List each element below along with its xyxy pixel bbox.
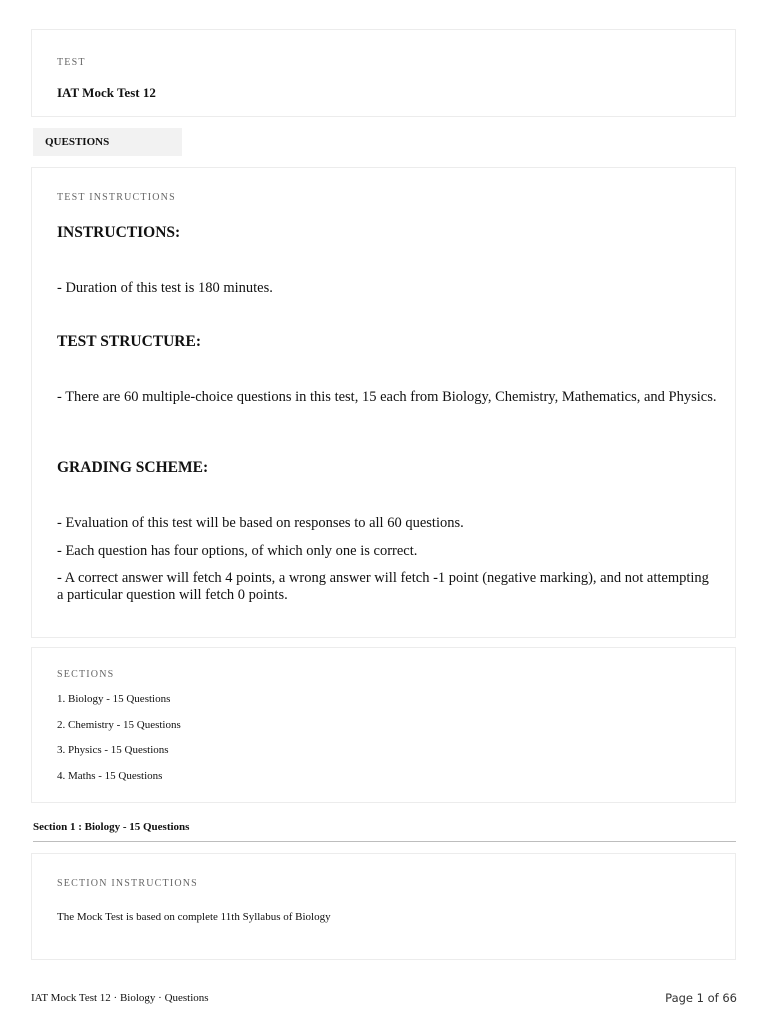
section-instructions-text: The Mock Test is based on complete 11th Syllabus of Biology: [57, 911, 331, 923]
test-structure-heading: TEST STRUCTURE:: [57, 333, 201, 350]
tab-questions[interactable]: QUESTIONS: [33, 128, 182, 156]
grading-item-3: - A correct answer will fetch 4 points, a wrong answer will fetch -1 point (negative marking), and not attempting a particular question will fetch 0 points.: [57, 570, 709, 603]
grading-item-1: - Evaluation of this test will be based on responses to all 60 questions.: [57, 515, 464, 531]
duration-text: - Duration of this test is 180 minutes.: [57, 280, 273, 296]
test-instructions-card: [31, 167, 736, 638]
section-item-physics[interactable]: 3. Physics - 15 Questions: [57, 744, 169, 756]
sections-eyebrow: SECTIONS: [57, 669, 115, 680]
footer-breadcrumb: IAT Mock Test 12 · Biology · Questions: [31, 992, 209, 1004]
section-item-chemistry[interactable]: 2. Chemistry - 15 Questions: [57, 719, 181, 731]
instructions-heading: INSTRUCTIONS:: [57, 224, 181, 241]
grading-scheme-heading: GRADING SCHEME:: [57, 459, 209, 476]
section-instructions-card: [31, 853, 736, 960]
section-divider: [33, 841, 736, 842]
section-item-biology[interactable]: 1. Biology - 15 Questions: [57, 693, 171, 705]
sections-card: [31, 647, 736, 803]
section-item-maths[interactable]: 4. Maths - 15 Questions: [57, 770, 163, 782]
section-1-title: Section 1 : Biology - 15 Questions: [33, 821, 190, 833]
section-instructions-eyebrow: SECTION INSTRUCTIONS: [57, 878, 198, 889]
test-eyebrow: TEST: [57, 57, 86, 68]
test-instructions-eyebrow: TEST INSTRUCTIONS: [57, 192, 176, 203]
test-title: IAT Mock Test 12: [57, 85, 156, 100]
test-structure-text: - There are 60 multiple-choice questions in this test, 15 each from Biology, Chemistry, Mathematics, and Physics.: [57, 389, 717, 405]
page-indicator: Page 1 of 66: [665, 991, 737, 1005]
test-header-card: [31, 29, 736, 117]
grading-item-2: - Each question has four options, of which only one is correct.: [57, 543, 418, 559]
